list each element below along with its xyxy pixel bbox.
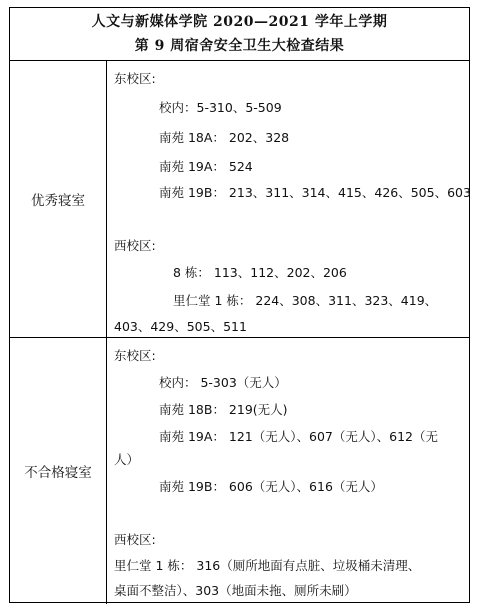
list-item: 南苑 18A： 202、328: [159, 130, 290, 145]
inspection-results-table: [9, 7, 470, 603]
list-item: 校内：5-310、5-509: [159, 100, 282, 115]
west-campus-heading: 西校区:: [114, 238, 156, 253]
list-item: 8 栋： 113、112、202、206: [173, 265, 347, 280]
list-item: 南苑 19A： 121（无人）、607（无人）、612（无: [159, 429, 438, 444]
east-campus-heading: 东校区:: [114, 348, 156, 363]
list-item: 南苑 19A： 524: [159, 159, 253, 174]
unqualified-dorms-label: 不合格寝室: [10, 338, 107, 604]
list-item: 里仁堂 1 栋： 316（厕所地面有点脏、垃圾桶未清理、: [114, 558, 421, 573]
excellent-dorms-row: [10, 61, 469, 338]
west-campus-heading: 西校区:: [114, 532, 156, 547]
list-item: 校内： 5-303（无人）: [159, 375, 287, 390]
list-item: 桌面不整洁）、303（地面未拖、厕所未刷）: [114, 583, 357, 598]
list-item: 里仁堂 1 栋： 224、308、311、323、419、: [173, 293, 438, 308]
excellent-dorms-content: [107, 61, 469, 337]
list-item: 403、429、505、511: [114, 319, 247, 334]
title-line-2: 第 9 周宿舍安全卫生大检查结果: [134, 38, 345, 54]
east-campus-heading: 东校区:: [114, 71, 156, 86]
excellent-dorms-label: 优秀寝室: [10, 61, 107, 337]
title-line-1: 人文与新媒体学院 2020—2021 学年上学期: [91, 14, 388, 30]
list-item: 南苑 18B： 219(无人): [159, 402, 288, 417]
unqualified-dorms-row: [10, 338, 469, 604]
list-item: 南苑 19B： 606（无人）、616（无人）: [159, 479, 383, 494]
list-item: 人）: [114, 452, 140, 467]
list-item: 南苑 19B： 213、311、314、415、426、505、603: [159, 185, 471, 200]
unqualified-dorms-content: [107, 338, 469, 604]
table-title: [10, 8, 469, 61]
